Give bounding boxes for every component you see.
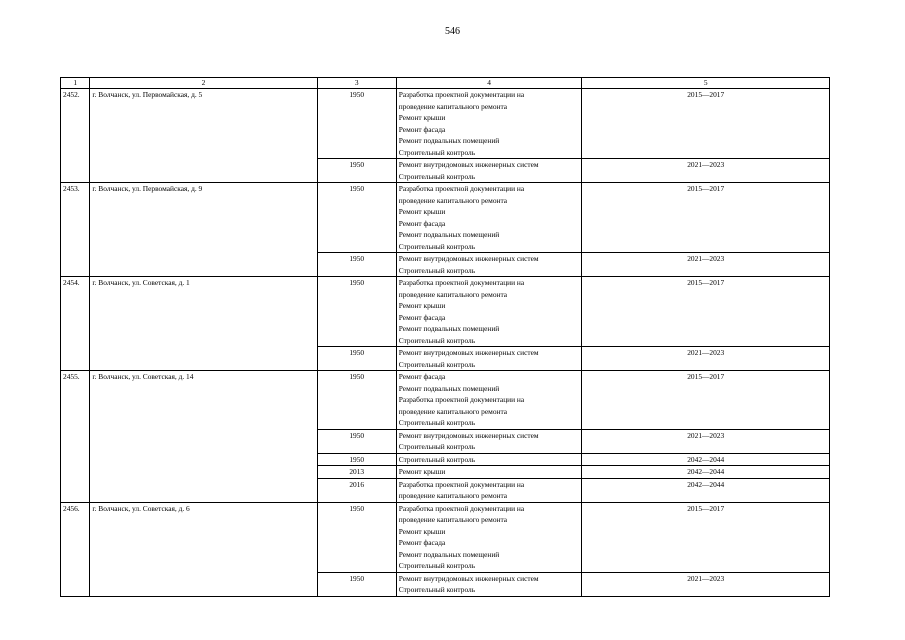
building-address: г. Волчанск, ул. Советская, д. 14 — [90, 371, 317, 503]
column-number-4: 4 — [396, 78, 582, 89]
year-cell: 1950 — [317, 572, 396, 596]
works-cell — [396, 478, 582, 502]
work-item: Ремонт подвальных помещений — [398, 324, 500, 333]
year-cell: 1950 — [317, 89, 396, 159]
column-number-5: 5 — [582, 78, 830, 89]
work-item: Строительный контроль — [398, 442, 476, 451]
period-cell: 2021—2023 — [582, 572, 830, 596]
period-cell: 2015—2017 — [582, 502, 830, 572]
building-address: г. Волчанск, ул. Первомайская, д. 9 — [90, 183, 317, 277]
work-item: Строительный контроль — [398, 454, 476, 464]
work-item: Строительный контроль — [398, 561, 476, 570]
year-cell: 1950 — [317, 502, 396, 572]
period-cell: 2021—2023 — [582, 429, 830, 453]
work-item: Разработка проектной документации на — [398, 395, 525, 404]
period-cell: 2015—2017 — [582, 277, 830, 347]
work-item: Ремонт подвальных помещений — [398, 230, 500, 239]
work-item: проведение капитального ремонта — [398, 406, 508, 416]
works-cell — [396, 466, 582, 479]
works-cell — [396, 159, 582, 183]
work-item: Ремонт фасада — [398, 538, 446, 547]
column-number-3: 3 — [317, 78, 396, 89]
work-item: Ремонт подвальных помещений — [398, 383, 500, 393]
table-row — [61, 89, 830, 159]
work-item: Строительный контроль — [398, 359, 476, 369]
work-item: Ремонт крыши — [398, 301, 446, 310]
period-cell: 2015—2017 — [582, 183, 830, 253]
year-cell: 2016 — [317, 478, 396, 502]
work-item: Ремонт фасада — [398, 372, 446, 381]
period-cell: 2015—2017 — [582, 371, 830, 430]
entry-number: 2453. — [61, 183, 90, 277]
work-item: Ремонт крыши — [398, 207, 446, 216]
period-cell: 2015—2017 — [582, 89, 830, 159]
work-item: Строительный контроль — [398, 585, 476, 594]
column-number-2: 2 — [90, 78, 317, 89]
works-cell — [396, 253, 582, 277]
work-item: Ремонт крыши — [398, 526, 446, 536]
work-item: Ремонт фасада — [398, 312, 446, 322]
period-cell: 2042—2044 — [582, 466, 830, 479]
work-item: Строительный контроль — [398, 241, 476, 251]
work-item: проведение капитального ремонта — [398, 195, 508, 205]
table-body — [61, 89, 830, 597]
work-item: Строительный контроль — [398, 147, 476, 157]
work-item: проведение капитального ремонта — [398, 515, 508, 524]
works-cell — [396, 572, 582, 596]
work-item: Ремонт внутридомовых инженерных систем — [398, 573, 539, 583]
work-item: Ремонт внутридомовых инженерных систем — [398, 430, 539, 440]
entry-number: 2452. — [61, 89, 90, 183]
work-item: Ремонт крыши — [398, 467, 446, 476]
work-item: Строительный контроль — [398, 335, 476, 345]
work-item: Ремонт подвальных помещений — [398, 136, 500, 145]
work-item: Разработка проектной документации на — [398, 90, 525, 99]
works-cell — [396, 371, 582, 430]
works-cell — [396, 453, 582, 466]
year-cell: 2013 — [317, 466, 396, 479]
column-number-row — [61, 78, 830, 89]
work-item: Строительный контроль — [398, 418, 476, 427]
work-item: проведение капитального ремонта — [398, 491, 508, 500]
entry-number: 2454. — [61, 277, 90, 371]
entry-number: 2456. — [61, 502, 90, 596]
building-address: г. Волчанск, ул. Советская, д. 1 — [90, 277, 317, 371]
work-item: Разработка проектной документации на — [398, 184, 525, 193]
column-number-1: 1 — [61, 78, 90, 89]
work-item: Ремонт подвальных помещений — [398, 549, 500, 559]
works-cell — [396, 429, 582, 453]
table-row — [61, 502, 830, 572]
period-cell: 2042—2044 — [582, 453, 830, 466]
works-cell — [396, 277, 582, 347]
table-row — [61, 371, 830, 430]
year-cell: 1950 — [317, 253, 396, 277]
period-cell: 2021—2023 — [582, 253, 830, 277]
table-row — [61, 183, 830, 253]
works-cell — [396, 183, 582, 253]
work-item: Ремонт внутридомовых инженерных систем — [398, 160, 539, 169]
work-item: Ремонт внутридомовых инженерных систем — [398, 348, 539, 357]
building-address: г. Волчанск, ул. Первомайская, д. 5 — [90, 89, 317, 183]
works-cell — [396, 347, 582, 371]
year-cell: 1950 — [317, 159, 396, 183]
work-item: Строительный контроль — [398, 171, 476, 181]
work-item: Ремонт фасада — [398, 218, 446, 228]
year-cell: 1950 — [317, 371, 396, 430]
period-cell: 2021—2023 — [582, 347, 830, 371]
table-row — [61, 277, 830, 347]
works-cell — [396, 502, 582, 572]
year-cell: 1950 — [317, 277, 396, 347]
entry-number: 2455. — [61, 371, 90, 503]
year-cell: 1950 — [317, 429, 396, 453]
year-cell: 1950 — [317, 347, 396, 371]
work-item: Разработка проектной документации на — [398, 278, 525, 287]
period-cell: 2042—2044 — [582, 478, 830, 502]
work-item: проведение капитального ремонта — [398, 101, 508, 111]
period-cell: 2021—2023 — [582, 159, 830, 183]
page-number: 546 — [445, 26, 460, 37]
year-cell: 1950 — [317, 183, 396, 253]
work-item: Разработка проектной документации на — [398, 503, 525, 513]
work-item: проведение капитального ремонта — [398, 289, 508, 299]
work-item: Строительный контроль — [398, 265, 476, 275]
works-cell — [396, 89, 582, 159]
work-item: Разработка проектной документации на — [398, 479, 525, 489]
year-cell: 1950 — [317, 453, 396, 466]
work-item: Ремонт внутридомовых инженерных систем — [398, 254, 539, 263]
work-item: Ремонт фасада — [398, 124, 446, 134]
work-item: Ремонт крыши — [398, 113, 446, 122]
building-address: г. Волчанск, ул. Советская, д. 6 — [90, 502, 317, 596]
repair-schedule-table — [60, 77, 830, 597]
